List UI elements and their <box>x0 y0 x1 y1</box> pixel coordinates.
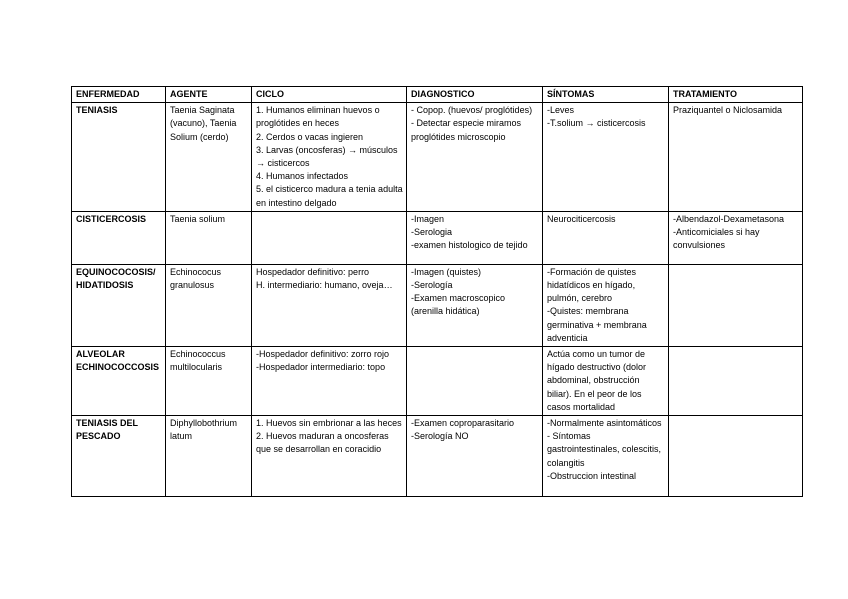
disease-cell: EQUINOCOCOSIS/ HIDATIDOSIS <box>72 264 166 346</box>
cell-line: 4. Humanos infectados <box>256 171 349 182</box>
cell-line: -examen histologico de tejido <box>411 240 528 251</box>
cell-line: Hospedador definitivo: perro <box>256 266 370 277</box>
agent-cell: Taenia Saginata (vacuno), Taenia Solium (cerdo) <box>166 103 252 212</box>
diagnosis-cell <box>407 211 543 264</box>
cell-line: 2. Huevos maduran a oncosferas que se desarrollan en coracidio <box>256 431 389 455</box>
cell-line: -Quistes: membrana germinativa + membrana adventicia <box>547 306 647 343</box>
cell-line: 5. el cisticerco madura a tenia adulta en intestino delgado <box>256 184 403 208</box>
cell-line: -Examen coproparasitario <box>411 418 515 429</box>
disease-cell: TENIASIS DEL PESCADO <box>72 416 166 497</box>
cell-line: 1. Humanos eliminan huevos o proglótides en heces <box>256 105 380 129</box>
cell-line: -Normalmente asintomáticos <box>547 418 662 429</box>
cycle-cell <box>252 211 407 264</box>
cell-line: 2. Cerdos o vacas ingieren <box>256 131 364 142</box>
table-row <box>72 264 803 346</box>
header-tratamiento: TRATAMIENTO <box>669 87 803 103</box>
cell-line: -Formación de quistes hidatídicos en hígado, pulmón, cerebro <box>547 266 637 304</box>
disease-cell: CISTICERCOSIS <box>72 211 166 264</box>
cell-line: -Hospedador intermediario: topo <box>256 362 386 373</box>
agent-cell: Echinococus granulosus <box>166 264 252 346</box>
diagnosis-cell <box>407 103 543 212</box>
diagnosis-cell <box>407 264 543 346</box>
cell-line: -Hospedador definitivo: zorro rojo <box>256 349 390 360</box>
agent-cell: Diphyllobothrium latum <box>166 416 252 497</box>
cycle-cell <box>252 103 407 212</box>
header-diagnostico: DIAGNOSTICO <box>407 87 543 103</box>
cell-line: -Leves <box>547 105 575 116</box>
symptoms-cell <box>543 264 669 346</box>
treatment-cell <box>669 103 803 212</box>
table-row <box>72 103 803 212</box>
cell-line: - Síntomas gastrointestinales, colescitis, colangitis <box>547 431 662 468</box>
diagnosis-cell <box>407 347 543 416</box>
agent-cell: Echinococcus multilocularis <box>166 347 252 416</box>
header-enfermedad: ENFERMEDAD <box>72 87 166 103</box>
cell-line: - Copop. (huevos/ proglótides) <box>411 105 533 116</box>
cell-line: -Anticomiciales si hay convulsiones <box>673 227 760 251</box>
cell-line: 1. Huevos sin embrionar a las heces <box>256 418 402 429</box>
cell-line: -Obstruccion intestinal <box>547 470 637 481</box>
cell-line: 3. Larvas (oncosferas) → músculos → cisticercos <box>256 144 398 169</box>
symptoms-cell <box>543 416 669 497</box>
cell-line: Actúa como un tumor de hígado destructivo (dolor abdominal, obstrucción biliar). En el peor de los casos mortalidad <box>547 349 647 412</box>
disease-cell: TENIASIS <box>72 103 166 212</box>
disease-cell: ALVEOLAR ECHINOCOCCOSIS <box>72 347 166 416</box>
cell-line: -Examen macroscopico (arenilla hidática) <box>411 293 506 317</box>
treatment-cell <box>669 264 803 346</box>
cycle-cell <box>252 264 407 346</box>
diagnosis-cell <box>407 416 543 497</box>
cell-line: -T.solium → cisticercosis <box>547 118 646 129</box>
cell-line: -Serología NO <box>411 431 469 442</box>
cycle-cell <box>252 347 407 416</box>
treatment-cell <box>669 211 803 264</box>
cell-line: Praziquantel o Niclosamida <box>673 105 783 116</box>
symptoms-cell <box>543 103 669 212</box>
cell-line: -Serologia <box>411 227 453 238</box>
header-ciclo: CICLO <box>252 87 407 103</box>
agent-cell: Taenia solium <box>166 211 252 264</box>
cell-line: -Albendazol-Dexametasona <box>673 213 785 224</box>
header-row <box>72 87 803 103</box>
cell-line: -Imagen <box>411 213 445 224</box>
header-agente: AGENTE <box>166 87 252 103</box>
cell-line: - Detectar especie miramos proglótides microscopio <box>411 118 522 142</box>
header-sintomas: SÍNTOMAS <box>543 87 669 103</box>
treatment-cell <box>669 416 803 497</box>
table-row <box>72 347 803 416</box>
cell-line: -Imagen (quistes) <box>411 266 482 277</box>
cell-line: -Serología <box>411 280 453 291</box>
symptoms-cell <box>543 211 669 264</box>
table-row <box>72 211 803 264</box>
table-row <box>72 416 803 497</box>
disease-table <box>71 86 803 497</box>
cell-line: Neurociticercosis <box>547 213 616 224</box>
cycle-cell <box>252 416 407 497</box>
symptoms-cell <box>543 347 669 416</box>
cell-line: H. intermediario: humano, oveja… <box>256 280 393 291</box>
treatment-cell <box>669 347 803 416</box>
